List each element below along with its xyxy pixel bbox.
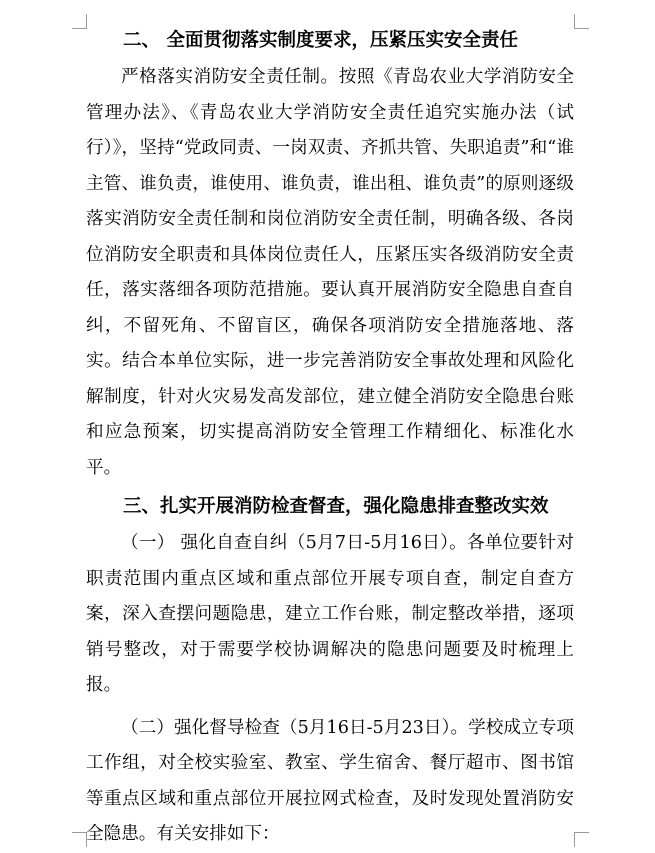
page-corner-mark-top-right — [574, 14, 589, 29]
section-3-item-2: （二）强化督导检查（5月16日-5月23日）。学校成立专项工作组，对全校实验室、教室、学生宿舍、餐厅超市、图书馆等重点区域和重点部位开展拉网式检查，及时发现处置消防安全隐患。有关安排如下： — [86, 717, 574, 844]
section-2-paragraph: 严格落实消防安全责任制。按照《青岛农业大学消防安全管理办法》、《青岛农业大学消防安全责任追究实施办法（试行）》，坚持“党政同责、一岗双责、齐抓共管、失职追责”和“谁主管、谁负责，谁使用、谁负责，谁出租、谁负责”的原则逐级落实消防安全责任制和岗位消防安全责任制，明确各级、各岗位消防安全职责和具体岗位责任人，压紧压实各级消防安全责任，落实落细各项防范措施。要认真开展消防安全隐患自查自纠，不留死角、不留盲区，确保各项消防安全措施落地、落实。结合本单位实际，进一步完善消防安全事故处理和风险化解制度，针对火灾易发高发部位，建立健全消防安全隐患台账和应急预案，切实提高消防安全管理工作精细化、标准化水平。 — [86, 67, 574, 478]
document-page — [86, 22, 574, 853]
section-3-heading: 三、扎实开展消防检查督查，强化隐患排查整改实效 — [123, 496, 549, 517]
page-corner-mark-bottom-right — [574, 832, 589, 847]
section-3-item-1: （一） 强化自查自纠（5月7日-5月16日）。各单位要针对职责范围内重点区域和重点部位开展专项自查，制定自查方案，深入查摆问题隐患，建立工作台账，制定整改举措，逐项销号整改，对于需要学校协调解决的隐患问题要及时梳理上报。 — [86, 533, 574, 695]
page-corner-mark-top-left — [72, 14, 87, 29]
section-2-heading: 二、 全面贯彻落实制度要求，压紧压实安全责任 — [123, 30, 518, 51]
page-corner-mark-bottom-left — [72, 832, 87, 847]
